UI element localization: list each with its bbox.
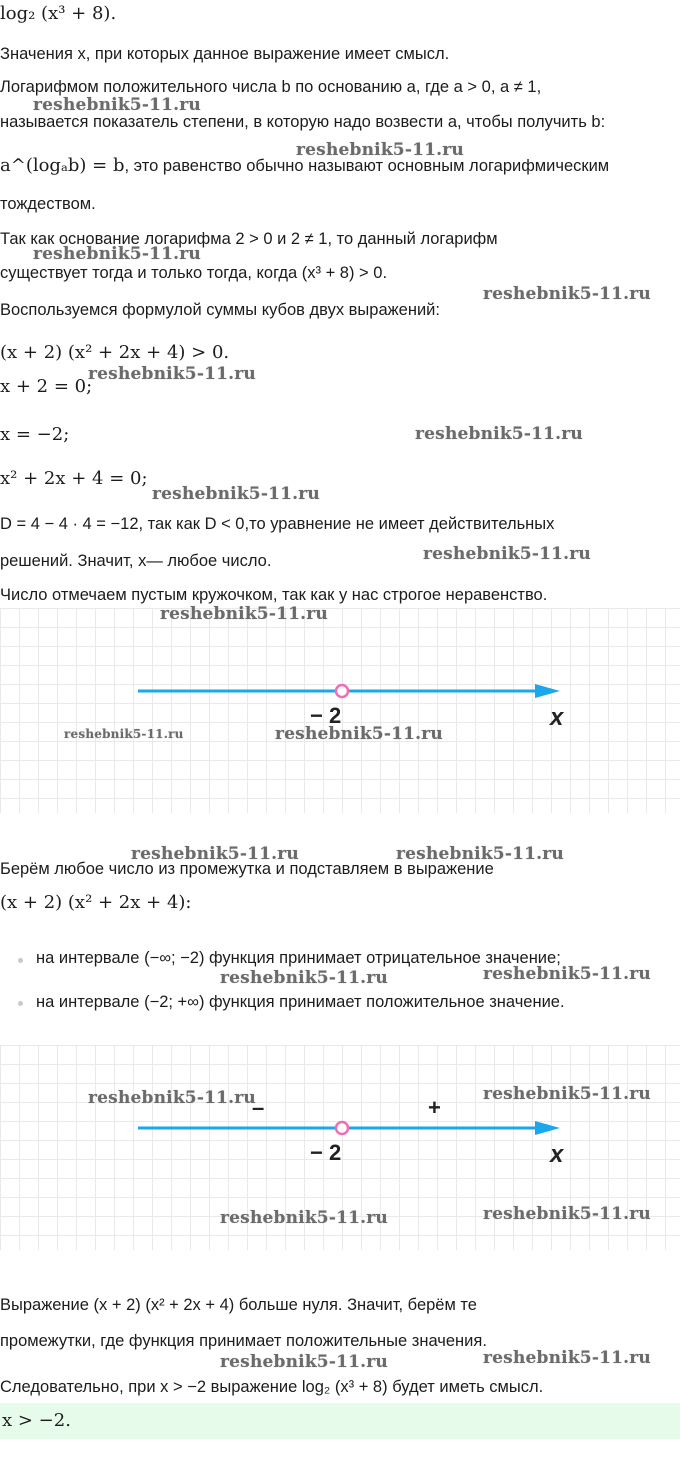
axis-label: x <box>550 1141 564 1168</box>
watermark: reshebnik5-11.ru <box>483 964 651 984</box>
watermark: reshebnik5-11.ru <box>415 424 583 444</box>
watermark: reshebnik5-11.ru <box>275 724 443 744</box>
watermark: reshebnik5-11.ru <box>220 968 388 988</box>
watermark: reshebnik5-11.ru <box>423 544 591 564</box>
watermark: reshebnik5-11.ru <box>88 1088 256 1108</box>
identity-formula: a^(logₐb) = b <box>0 155 125 176</box>
answer-text: x > −2. <box>2 1410 71 1431</box>
arrow-right-icon <box>535 1121 560 1135</box>
plus-sign-label: + <box>428 1095 441 1120</box>
text-line: Так как основание логарифма 2 > 0 и 2 ≠ 1, то данный логарифм <box>0 230 498 248</box>
open-point-marker <box>336 685 348 697</box>
open-point-marker <box>336 1122 348 1134</box>
watermark: reshebnik5-11.ru <box>483 1084 651 1104</box>
axis-label: x <box>550 704 564 731</box>
answer-box <box>0 1403 680 1439</box>
list-item: на интервале (−2; +∞) функция принимает положительное значение. <box>36 993 565 1011</box>
watermark: reshebnik5-11.ru <box>88 364 256 384</box>
formula-line: x² + 2x + 4 = 0; <box>0 468 148 489</box>
text-line: Берём любое число из промежутка и подставляем в выражение <box>0 860 494 878</box>
bullet-icon <box>18 1001 23 1006</box>
text-line: D = 4 − 4 · 4 = −12, так как D < 0,то уравнение не имеет действительных <box>0 515 555 533</box>
point-label: − 2 <box>310 1140 342 1165</box>
formula-line: x + 2 = 0; <box>0 376 93 397</box>
watermark: reshebnik5-11.ru <box>483 1348 651 1368</box>
identity-text: , это равенство обычно называют основным логарифмическим <box>124 157 610 175</box>
watermark: reshebnik5-11.ru <box>160 604 328 624</box>
arrow-right-icon <box>535 684 560 698</box>
number-line-figure-1 <box>0 608 680 813</box>
formula-line: (x + 2) (x² + 2x + 4) > 0. <box>0 342 230 363</box>
formula-line: x = −2; <box>0 424 70 445</box>
text-line: Воспользуемся формулой суммы кубов двух выражений: <box>0 301 440 319</box>
watermark: reshebnik5-11.ru <box>64 727 184 741</box>
watermark: reshebnik5-11.ru <box>33 95 201 115</box>
point-label: − 2 <box>310 703 342 728</box>
watermark: reshebnik5-11.ru <box>483 284 651 304</box>
watermark: reshebnik5-11.ru <box>483 1204 651 1224</box>
expression-title: log₂ (x³ + 8). <box>0 3 117 24</box>
text-line: решений. Значит, x— любое число. <box>0 552 272 570</box>
text-line: существует тогда и только тогда, когда (x³ + 8) > 0. <box>0 264 388 282</box>
formula-line: (x + 2) (x² + 2x + 4): <box>0 892 192 913</box>
minus-sign-label: – <box>252 1095 265 1120</box>
watermark: reshebnik5-11.ru <box>396 844 564 864</box>
watermark: reshebnik5-11.ru <box>220 1208 388 1228</box>
text-line: Следовательно, при x > −2 выражение log₂ (x³ + 8) будет иметь смысл. <box>0 1378 544 1396</box>
text-line: промежутки, где функция принимает положительные значения. <box>0 1332 487 1350</box>
watermark: reshebnik5-11.ru <box>131 844 299 864</box>
text-line: Логарифмом положительного числа b по основанию a, где a > 0, a ≠ 1, <box>0 78 542 96</box>
watermark: reshebnik5-11.ru <box>220 1352 388 1372</box>
text-line: Число отмечаем пустым кружочком, так как у нас строгое неравенство. <box>0 586 548 604</box>
text-line: называется показатель степени, в которую надо возвести a, чтобы получить b: <box>0 113 606 131</box>
text-line: Выражение (x + 2) (x² + 2x + 4) больше нуля. Значит, берём те <box>0 1296 477 1314</box>
bullet-icon <box>18 958 23 963</box>
watermark: reshebnik5-11.ru <box>152 484 320 504</box>
watermark: reshebnik5-11.ru <box>33 244 201 264</box>
watermark: reshebnik5-11.ru <box>296 140 464 160</box>
text-line: тождеством. <box>0 195 96 213</box>
list-item: на интервале (−∞; −2) функция принимает отрицательное значение; <box>36 949 561 967</box>
text-line: Значения x, при которых данное выражение имеет смысл. <box>0 45 450 63</box>
